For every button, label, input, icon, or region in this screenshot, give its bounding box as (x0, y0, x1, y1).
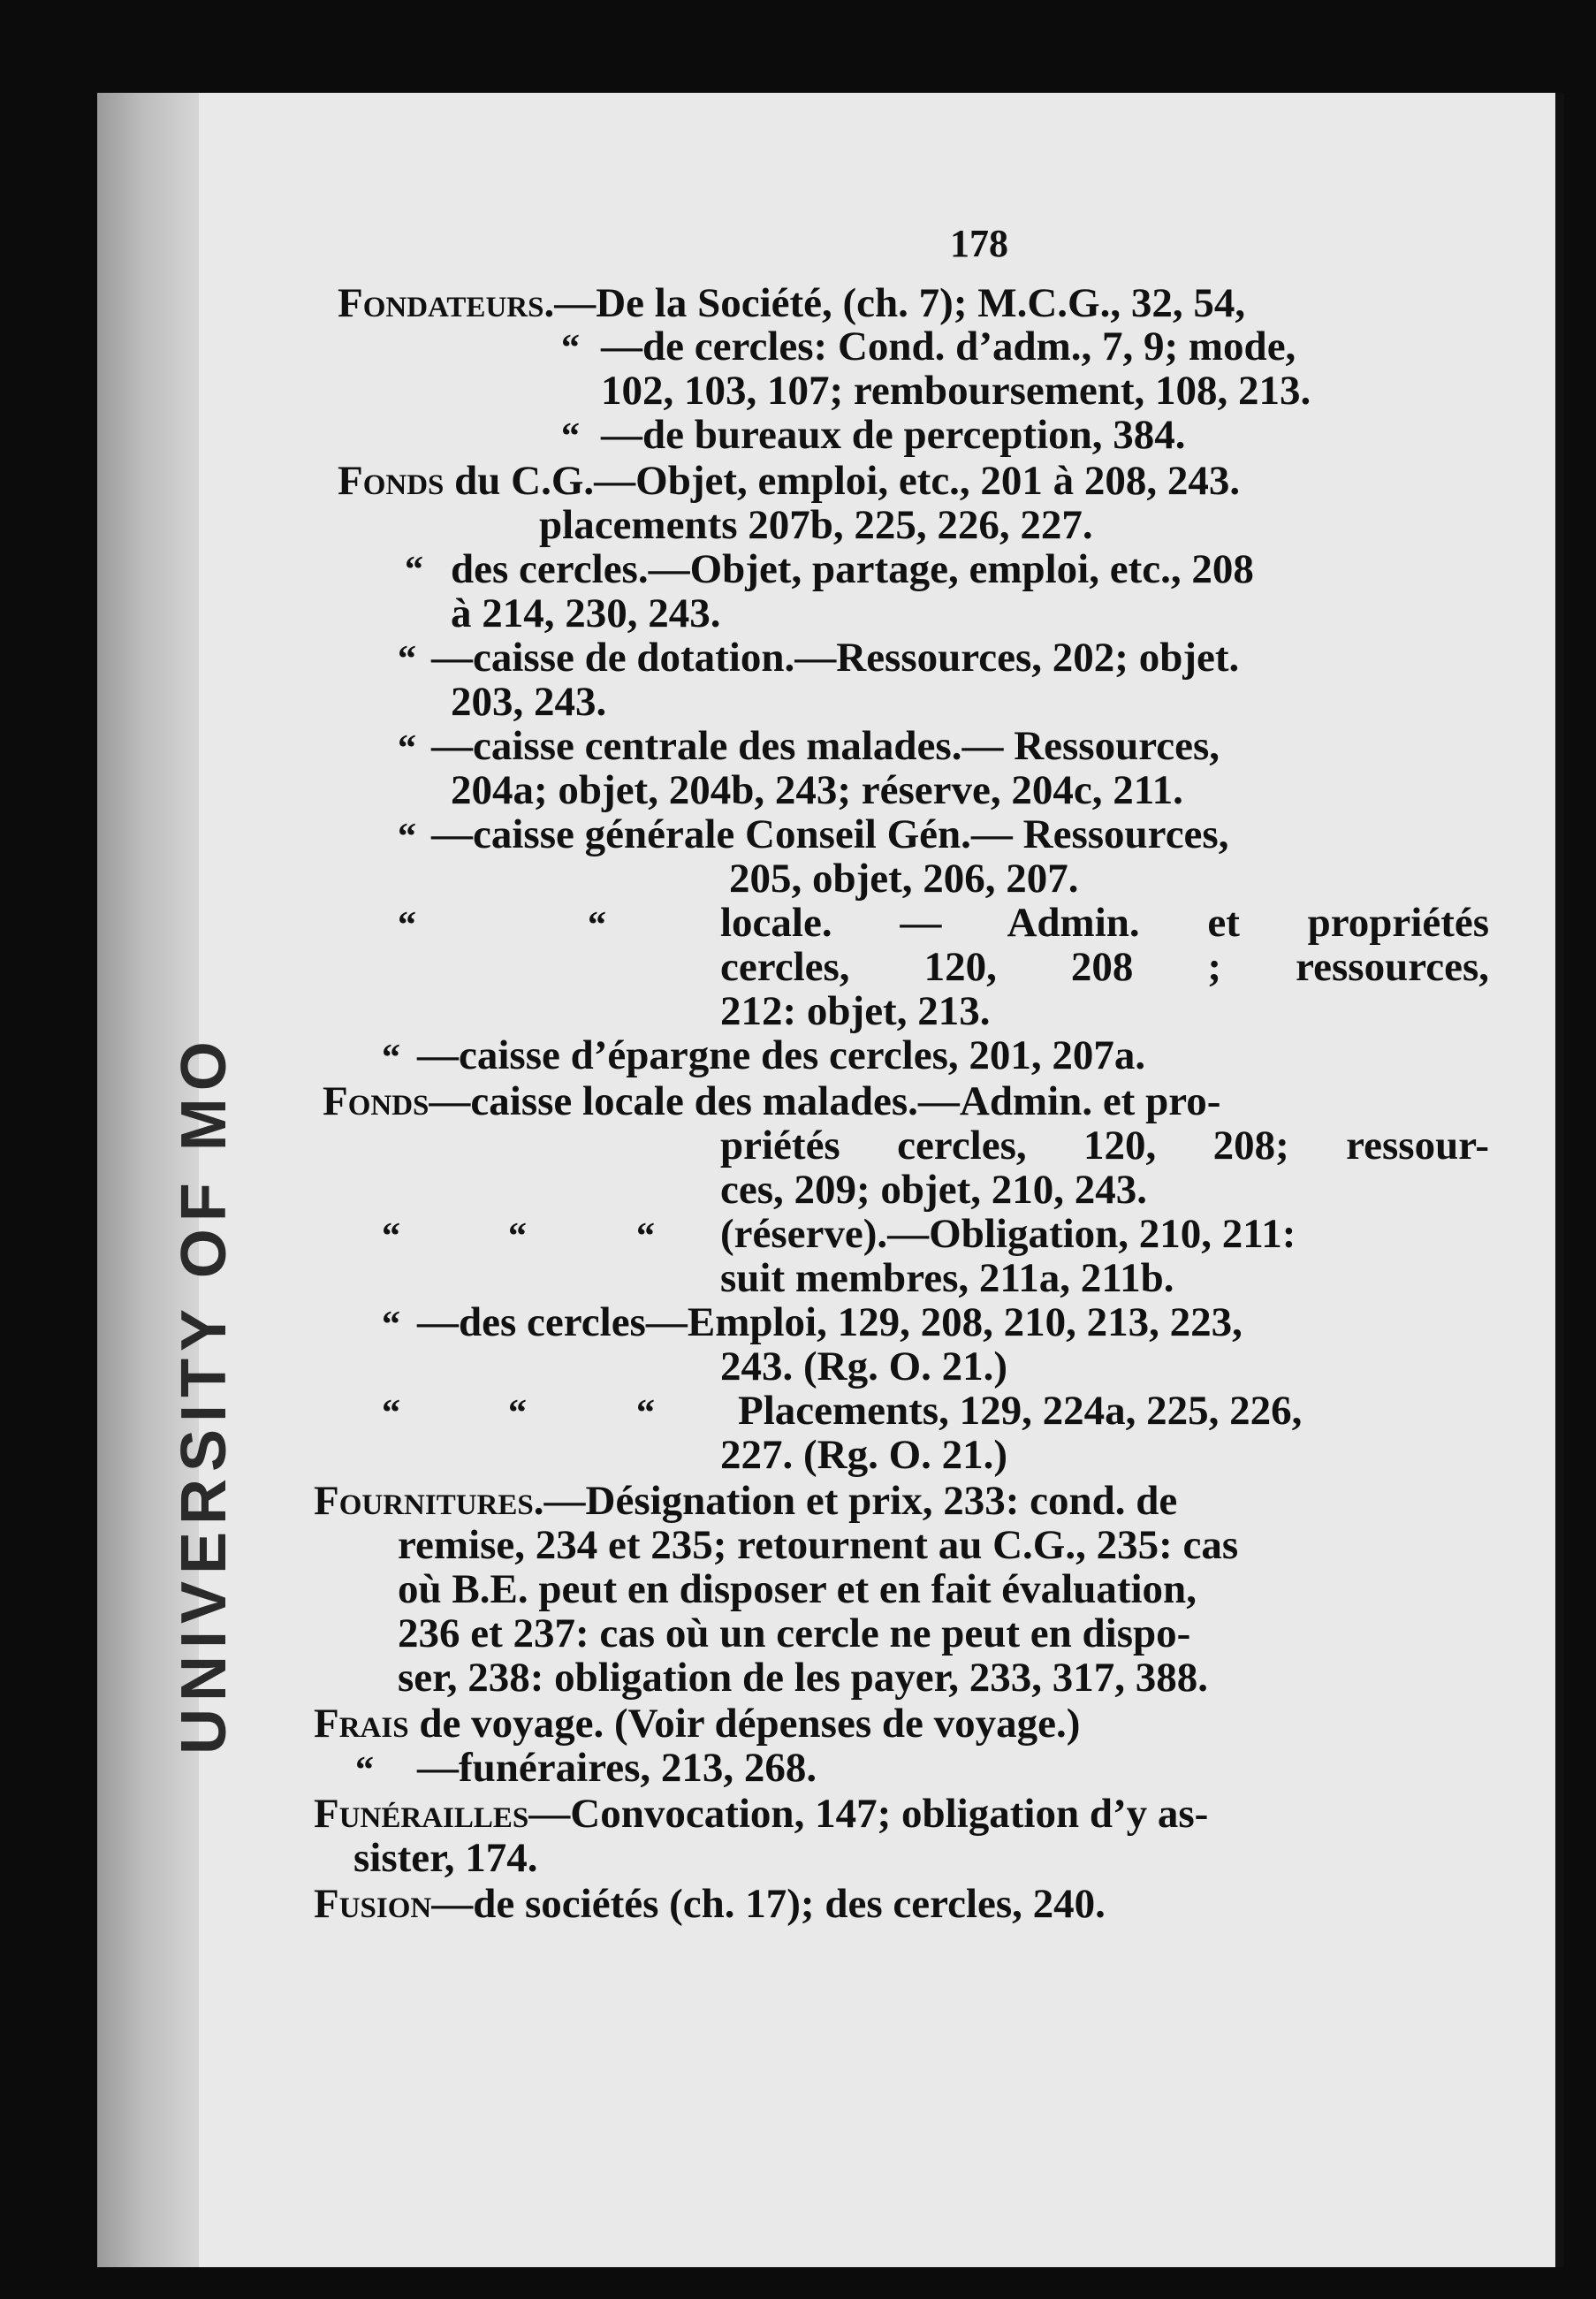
ditto-mark: “ (636, 1393, 655, 1434)
ditto-mark: “ (561, 328, 580, 369)
index-entry-funerailles (314, 1793, 1208, 1835)
ditto-mark: “ (636, 1216, 655, 1257)
index-line: suit membres, 211a, 211b. (720, 1255, 1174, 1301)
index-line: —caisse de dotation.—Ressources, 202; objet. (431, 635, 1240, 681)
ditto-mark: “ (382, 1038, 400, 1078)
index-line: à 214, 230, 243. (451, 590, 721, 636)
entry-heading: Funérailles (314, 1791, 529, 1837)
ditto-mark: “ (382, 1305, 400, 1345)
ditto-mark: “ (398, 639, 416, 680)
entry-text: —Convocation, 147; obligation d’y as- (528, 1791, 1209, 1837)
index-line: sister, 174. (353, 1835, 538, 1881)
entry-heading: Fondateurs. (338, 280, 555, 326)
entry-heading: Fonds (338, 458, 445, 504)
index-line: —caisse générale Conseil Gén.— Ressources, (431, 811, 1229, 857)
ditto-mark: “ (382, 1393, 400, 1434)
entry-heading: Fournitures. (314, 1478, 544, 1524)
entry-text: —Désignation et prix, 233: cond. de (543, 1478, 1178, 1524)
index-line: ces, 209; objet, 210, 243. (720, 1167, 1147, 1213)
entry-heading: Fusion (314, 1881, 432, 1927)
entry-text: de voyage. (Voir dépenses de voyage.) (408, 1701, 1081, 1747)
ditto-mark: “ (561, 416, 580, 457)
index-line: —funéraires, 213, 268. (417, 1745, 817, 1791)
index-line: cercles, 120, 208 ; ressources, (720, 944, 1489, 990)
ditto-mark: “ (382, 1216, 400, 1257)
index-line: où B.E. peut en disposer et en fait évaluation, (398, 1566, 1197, 1612)
index-entry-fonds-cg (338, 458, 1241, 504)
index-line: 243. (Rg. O. 21.) (720, 1344, 1008, 1389)
index-line: 205, objet, 206, 207. (729, 856, 1079, 902)
spine-library-stamp: UNIVERSITY OF MO (169, 1034, 239, 1755)
index-entry-fusion (314, 1881, 1106, 1927)
entry-heading: Fonds (323, 1078, 429, 1124)
index-line: priétés cercles, 120, 208; ressour- (720, 1123, 1489, 1169)
index-line: —caisse centrale des malades.— Ressources, (431, 723, 1220, 769)
entry-text: —De la Société, (ch. 7); M.C.G., 32, 54, (554, 280, 1246, 326)
page-edge-shadow (1555, 93, 1564, 2267)
entry-heading: Frais (314, 1701, 409, 1747)
index-line: des cercles.—Objet, partage, emploi, etc., 208 (451, 546, 1254, 592)
index-line: 212: objet, 213. (720, 988, 991, 1034)
page-number: 178 (950, 222, 1008, 265)
index-line: 203, 243. (451, 679, 607, 725)
index-line: Placements, 129, 224a, 225, 226, (738, 1388, 1303, 1434)
ditto-mark: “ (508, 1393, 527, 1434)
index-line: —caisse d’épargne des cercles, 201, 207a. (417, 1032, 1146, 1078)
index-line: —des cercles—Emploi, 129, 208, 210, 213, 223, (417, 1299, 1243, 1345)
index-entry-fonds-caisse-locale (323, 1078, 1221, 1124)
book-spine (97, 93, 239, 2267)
entry-text: —caisse locale des malades.—Admin. et pro- (429, 1078, 1221, 1124)
index-line: remise, 234 et 235; retournent au C.G., 235: cas (398, 1522, 1239, 1568)
ditto-mark: “ (405, 550, 423, 590)
index-line: 236 et 237: cas où un cercle ne peut en dispo- (398, 1610, 1191, 1656)
ditto-mark: “ (508, 1216, 527, 1257)
index-line: placements 207b, 225, 226, 227. (539, 502, 1093, 548)
index-entry-frais (314, 1703, 1080, 1745)
index-entry-fournitures (314, 1478, 1178, 1524)
ditto-mark: “ (398, 728, 416, 769)
index-line: 204a; objet, 204b, 243; réserve, 204c, 211. (451, 767, 1183, 813)
ditto-mark: “ (588, 905, 606, 946)
ditto-mark: “ (398, 905, 416, 946)
index-line: —de bureaux de perception, 384. (601, 412, 1186, 458)
index-entry-fondateurs (338, 280, 1246, 326)
index-line: —de cercles: Cond. d’adm., 7, 9; mode, (601, 324, 1296, 369)
index-line: locale. — Admin. et propriétés (720, 900, 1489, 946)
entry-text: du C.G.—Objet, emploi, etc., 201 à 208, 243. (444, 458, 1241, 504)
ditto-mark: “ (355, 1750, 374, 1791)
index-line: 102, 103, 107; remboursement, 108, 213. (601, 368, 1311, 414)
ditto-mark: “ (398, 817, 416, 857)
index-line: (réserve).—Obligation, 210, 211: (720, 1211, 1296, 1257)
index-line: 227. (Rg. O. 21.) (720, 1432, 1008, 1478)
index-line: ser, 238: obligation de les payer, 233, 317, 388. (398, 1655, 1208, 1701)
document-page (97, 93, 1564, 2267)
entry-text: —de sociétés (ch. 17); des cercles, 240. (431, 1881, 1106, 1927)
